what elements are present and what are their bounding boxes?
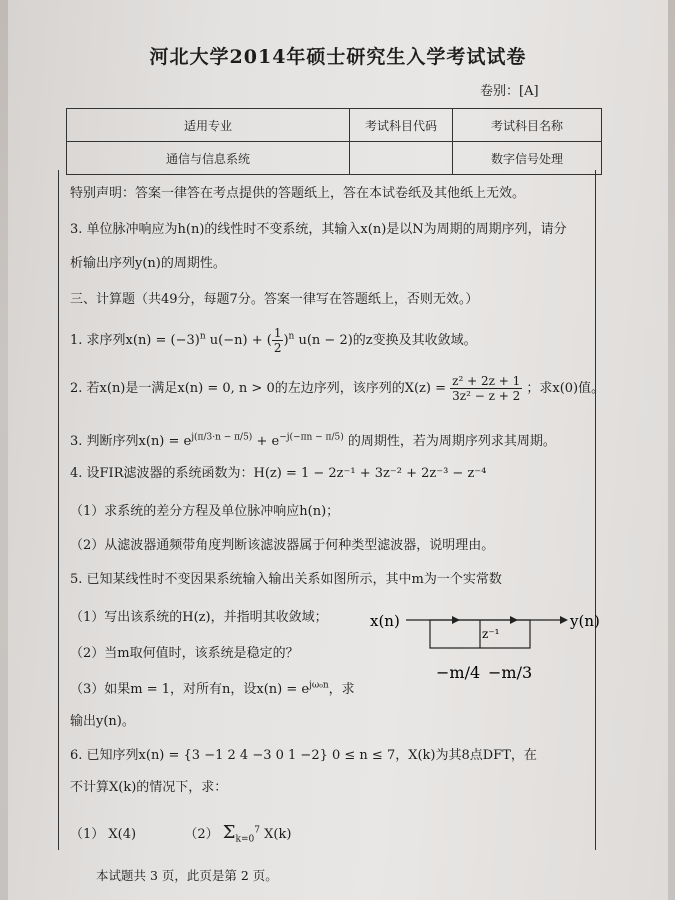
calc-5-part2: （2）当m取何值时，该系统是稳定的？ bbox=[70, 646, 299, 661]
output-arrow bbox=[560, 616, 568, 624]
calc-2-num: z² + 2z + 1 bbox=[452, 374, 521, 388]
header-table bbox=[66, 108, 602, 175]
calc-6-part2-expr: X(k) bbox=[264, 827, 292, 842]
calc-3-pre: 3. 判断序列x(n) = e bbox=[70, 434, 192, 449]
question-3-line2: 析输出序列y(n)的周期性。 bbox=[70, 256, 226, 271]
diagram-input: x(n) bbox=[370, 612, 400, 630]
section-3-heading: 三、计算题（共49分，每题7分。答案一律写在答题纸上，否则无效。） bbox=[70, 292, 479, 307]
calc-6-part1: （1） X(4) bbox=[70, 827, 137, 842]
value-subject: 数字信号处理 bbox=[453, 142, 602, 175]
calc-5-part1: （1）写出该系统的H(z)，并指明其收敛域； bbox=[70, 610, 328, 625]
calc-2-pre: 2. 若x(n)是一满足x(n) = 0, n > 0的左边序列，该序列的X(z) = bbox=[70, 381, 446, 396]
calc-4: 4. 设FIR滤波器的系统函数为：H(z) = 1 − 2z⁻¹ + 3z⁻² + 2z⁻³ − z⁻⁴ bbox=[70, 466, 487, 481]
calc-5-part3-text: （3）如果m = 1，对所有n，设x(n) = e bbox=[70, 682, 310, 697]
page-title: 河北大学2014年硕士研究生入学考试试卷 bbox=[149, 46, 527, 68]
calc-1-pre: 1. 求序列x(n) = (−3) bbox=[70, 333, 200, 348]
calc-1: 1. 求序列$x(n) = (-3)^n$ u(−n) + ( $\frac{1}{2}$ )$^n$ u(n − 2)的z变换及其收敛域。 bbox=[70, 326, 477, 355]
calc-6-line2: 不计算X(k)的情况下，求： bbox=[70, 780, 228, 795]
calc-6-line1: 6. 已知序列x(n) = {3 −1 2 4 −3 0 1 −2} 0 ≤ n ≤ 7，X(k)为其8点DFT，在 bbox=[70, 748, 537, 763]
gain-2: −m/3 bbox=[488, 663, 533, 682]
notice: 特别声明：答案一律答在考点提供的答题纸上，答在本试卷纸及其他纸上无效。 bbox=[70, 186, 526, 201]
delay-label: z⁻¹ bbox=[482, 627, 500, 641]
header-subject: 考试科目名称 bbox=[453, 109, 602, 142]
calc-3-mid: + e bbox=[256, 434, 280, 449]
calc-6-part2: （2） bbox=[184, 827, 219, 842]
calc-1-post: u(n − 2)的z变换及其收敛域。 bbox=[298, 333, 477, 348]
header-code: 考试科目代码 bbox=[350, 109, 453, 142]
paper-code: 卷别：[A] bbox=[480, 84, 539, 99]
calc-5: 5. 已知某线性时不变因果系统输入输出关系如图所示，其中m为一个实常数 bbox=[70, 572, 502, 587]
calc-6-parts: （1） X(4) （2） $\Sigma_{k=0}^7$ X(k) bbox=[70, 822, 292, 845]
question-3-line1: 3. 单位脉冲响应为h(n)的线性时不变系统，其输入x(n)是以N为周期的周期序列，请分 bbox=[70, 222, 567, 237]
calc-5-part3-tail: ，求 bbox=[328, 682, 355, 697]
page-footer: 本试题共 3 页，此页是第 2 页。 bbox=[96, 868, 278, 883]
calc-5-part4: 输出y(n)。 bbox=[70, 714, 135, 729]
header-major: 适用专业 bbox=[67, 109, 350, 142]
calc-2-den: 3z² − z + 2 bbox=[452, 389, 521, 403]
system-block-diagram bbox=[370, 596, 610, 706]
calc-3: 3. 判断序列$x(n) = e^{j(\pi/3\cdot n - \pi/5)} + e^{-j(-\pi n - \pi/5)}$ 的周期性，若为周期序列求其周期。 bbox=[70, 432, 556, 449]
calc-2 bbox=[70, 374, 604, 403]
gain-1: −m/4 bbox=[436, 663, 481, 682]
value-major: 通信与信息系统 bbox=[67, 142, 350, 175]
calc-4-part2: （2）从滤波器通频带角度判断该滤波器属于何种类型滤波器，说明理由。 bbox=[70, 538, 495, 553]
calc-3-post: 的周期性，若为周期序列求其周期。 bbox=[347, 434, 556, 449]
calc-5-part3: （3）如果m = 1，对所有n，设$x(n) = e^{j\omega_0n}$，求 bbox=[70, 680, 355, 697]
diagram-output: y(n) bbox=[570, 612, 600, 630]
calc-1-mid: u(−n) + bbox=[209, 333, 263, 348]
calc-2-post: ；求x(0)值。 bbox=[526, 381, 605, 396]
calc-4-part1: （1）求系统的差分方程及单位脉冲响应h(n)； bbox=[70, 504, 340, 519]
